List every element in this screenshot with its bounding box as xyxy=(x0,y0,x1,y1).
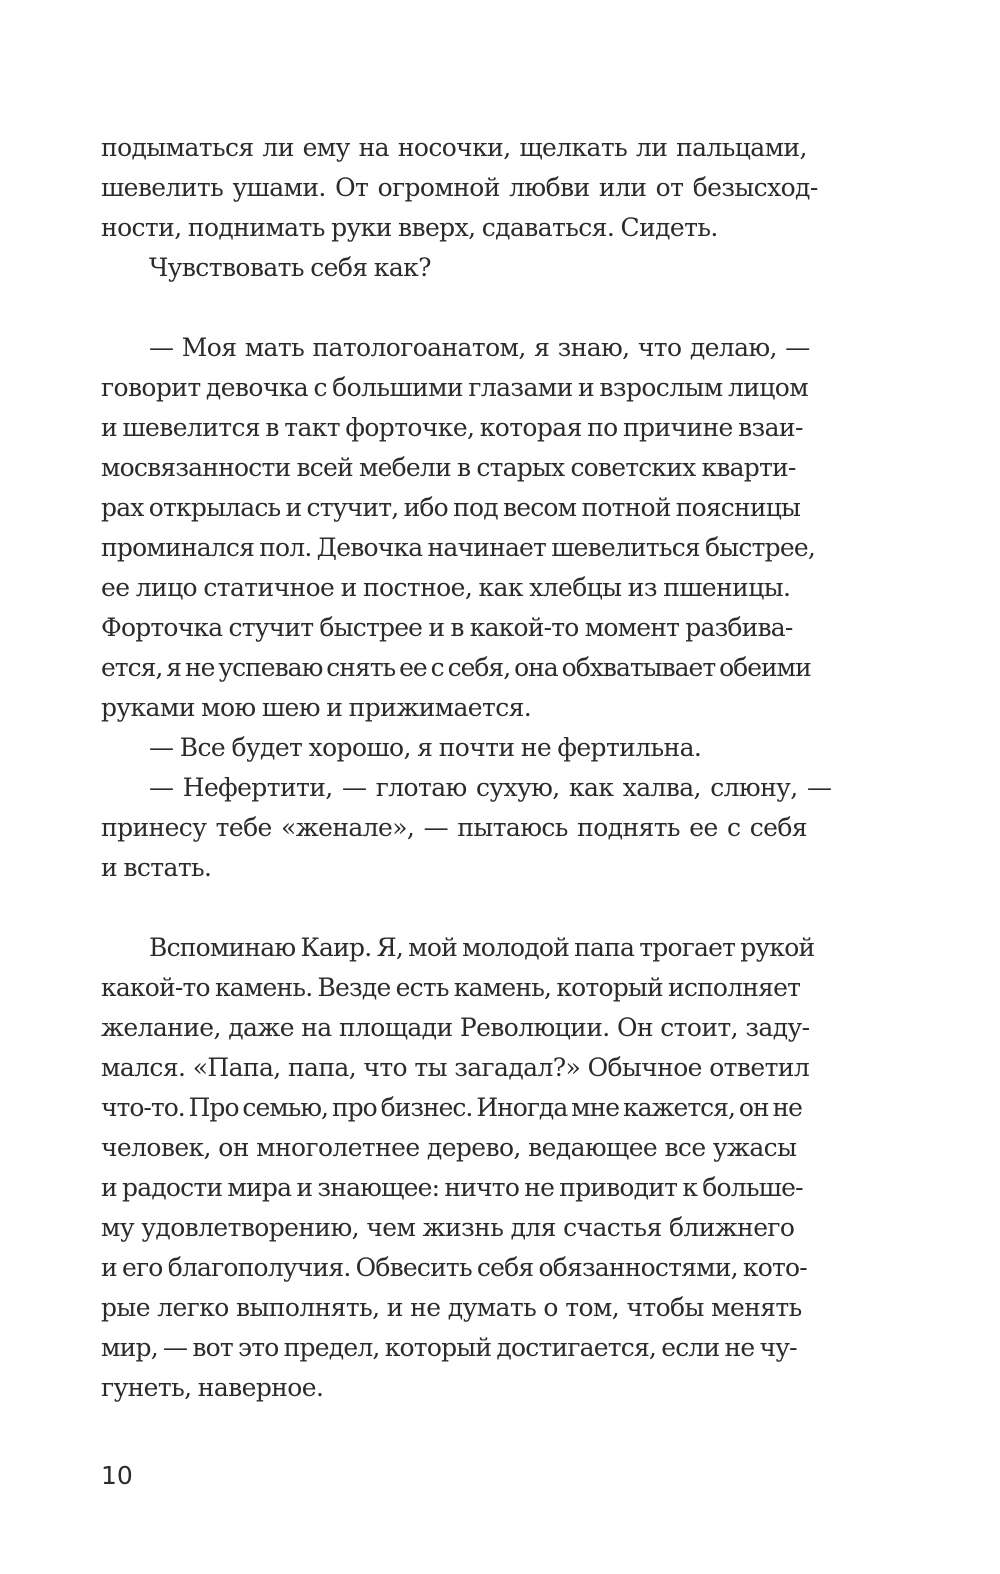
text-line: му удовлетворению, чем жизнь для счастья ближнего xyxy=(101,1213,795,1242)
text-line: рые легко выполнять, и не думать о том, чтобы менять xyxy=(101,1293,802,1322)
text-line: и встать. xyxy=(101,853,212,882)
text-line: и его благополучия. Обвесить себя обязанностями, кото- xyxy=(101,1253,807,1282)
text-line: и шевелится в такт форточке, которая по причине взаи- xyxy=(101,413,803,442)
text-line: принесу тебе «женале», — пытаюсь поднять ее с себя xyxy=(101,813,807,842)
text-line: какой-то камень. Везде есть камень, который исполняет xyxy=(101,973,801,1002)
text-line: Вспоминаю Каир. Я, мой молодой папа трогает рукой xyxy=(149,933,815,962)
text-line: — Моя мать патологоанатом, я знаю, что делаю, — xyxy=(149,333,810,362)
section-break xyxy=(101,888,861,928)
text-line: рах открылась и стучит, ибо под весом потной поясницы xyxy=(101,493,801,522)
text-line: мир, — вот это предел, который достигается, если не чу- xyxy=(101,1333,797,1362)
text-line: Чувствовать себя как? xyxy=(149,253,431,282)
text-line: ности, поднимать руки вверх, сдаваться. Сидеть. xyxy=(101,213,718,242)
text-line: ется, я не успеваю снять ее с себя, она обхватывает обеими xyxy=(101,653,811,682)
text-line: гунеть, наверное. xyxy=(101,1373,324,1402)
text-line: и радости мира и знающее: ничто не приводит к больше- xyxy=(101,1173,803,1202)
text-line: проминался пол. Девочка начинает шевелиться быстрее, xyxy=(101,533,815,562)
text-line: человек, он многолетнее дерево, ведающее все ужасы xyxy=(101,1133,797,1162)
text-line: что-то. Про семью, про бизнес. Иногда мне кажется, он не xyxy=(101,1093,802,1122)
text-line: подыматься ли ему на носочки, щелкать ли пальцами, xyxy=(101,133,807,162)
text-line: шевелить ушами. От огромной любви или от безысход- xyxy=(101,173,818,202)
text-line: руками мою шею и прижимается. xyxy=(101,693,532,722)
text-line: — Нефертити, — глотаю сухую, как халва, слюну, — xyxy=(149,773,832,802)
page-number: 10 xyxy=(101,1461,133,1490)
text-line: мосвязанности всей мебели в старых советских кварти- xyxy=(101,453,796,482)
text-line: Форточка стучит быстрее и в какой-то момент разбива- xyxy=(101,613,793,642)
text-line: мался. «Папа, папа, что ты загадал?» Обычное ответил xyxy=(101,1053,810,1082)
text-line: ее лицо статичное и постное, как хлебцы из пшеницы. xyxy=(101,573,791,602)
text-line: — Все будет хорошо, я почти не фертильна. xyxy=(149,733,702,762)
section-break xyxy=(101,288,861,328)
body-text xyxy=(101,128,861,1408)
text-line: говорит девочка с большими глазами и взрослым лицом xyxy=(101,373,809,402)
text-line: желание, даже на площади Революции. Он стоит, заду- xyxy=(101,1013,810,1042)
